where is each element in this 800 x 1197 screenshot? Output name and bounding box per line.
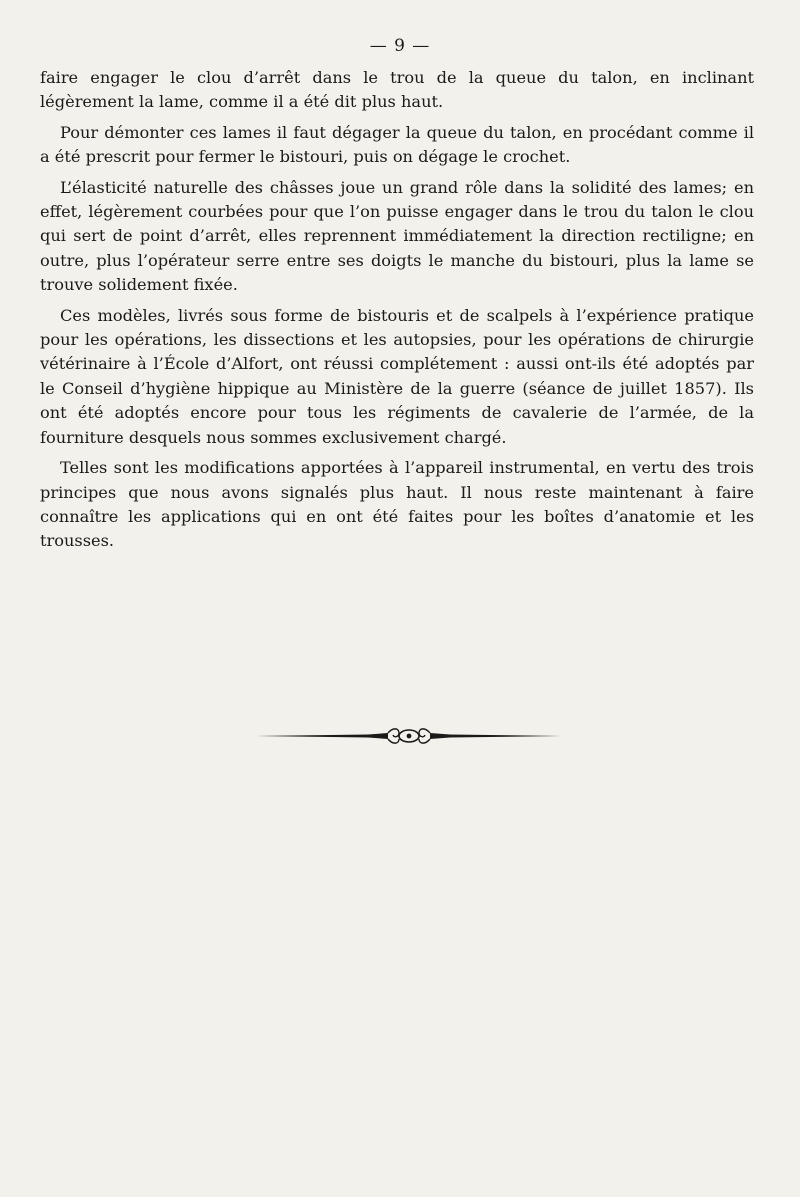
paragraph-4: Ces modèles, livrés sous forme de bistouris et de scalpels à l’expérience pratique pour les opérations, les dissections et les autopsies, pour les opérations de chirurgie vétérinaire à l’École d’Alfort, ont réussi complétement : aussi ont-ils été adoptés par le Conseil d’hygiène hippique au Ministère de la guerre (séance de juillet 1857). Ils ont été adoptés encore pour tous les régiments de cavalerie de l’armée, de la fourniture desquels nous sommes exclusivement chargé.: [40, 305, 754, 447]
paragraph-3: L’élasticité naturelle des châsses joue un grand rôle dans la solidité des lames; en effet, légèrement courbées pour que l’on puisse engager dans le trou du talon le clou qui sert de point d’arrêt, elles reprennent immédiatement la direction rectiligne; en outre, plus l’opérateur serre entre ses doigts le manche du bistouri, plus la lame se trouve solidement fixée.: [40, 177, 754, 295]
end-ornament-icon: [256, 724, 562, 748]
paragraph-1: faire engager le clou d’arrêt dans le trou de la queue du talon, en inclinant légèrement la lame, comme il a été dit plus haut.: [40, 68, 754, 112]
page-number: — 9 —: [369, 36, 431, 56]
paragraph-5: Telles sont les modifications apportées à l’appareil instrumental, en vertu des trois principes que nous avons signalés plus haut. Il nous reste maintenant à faire connaître les applications qui en ont été faites pour les boîtes d’anatomie et les trousses.: [40, 458, 754, 551]
paragraph-2: Pour démonter ces lames il faut dégager la queue du talon, en procédant comme il a été prescrit pour fermer le bistouri, puis on dégage le crochet.: [40, 122, 754, 167]
body-text: [40, 66, 754, 560]
